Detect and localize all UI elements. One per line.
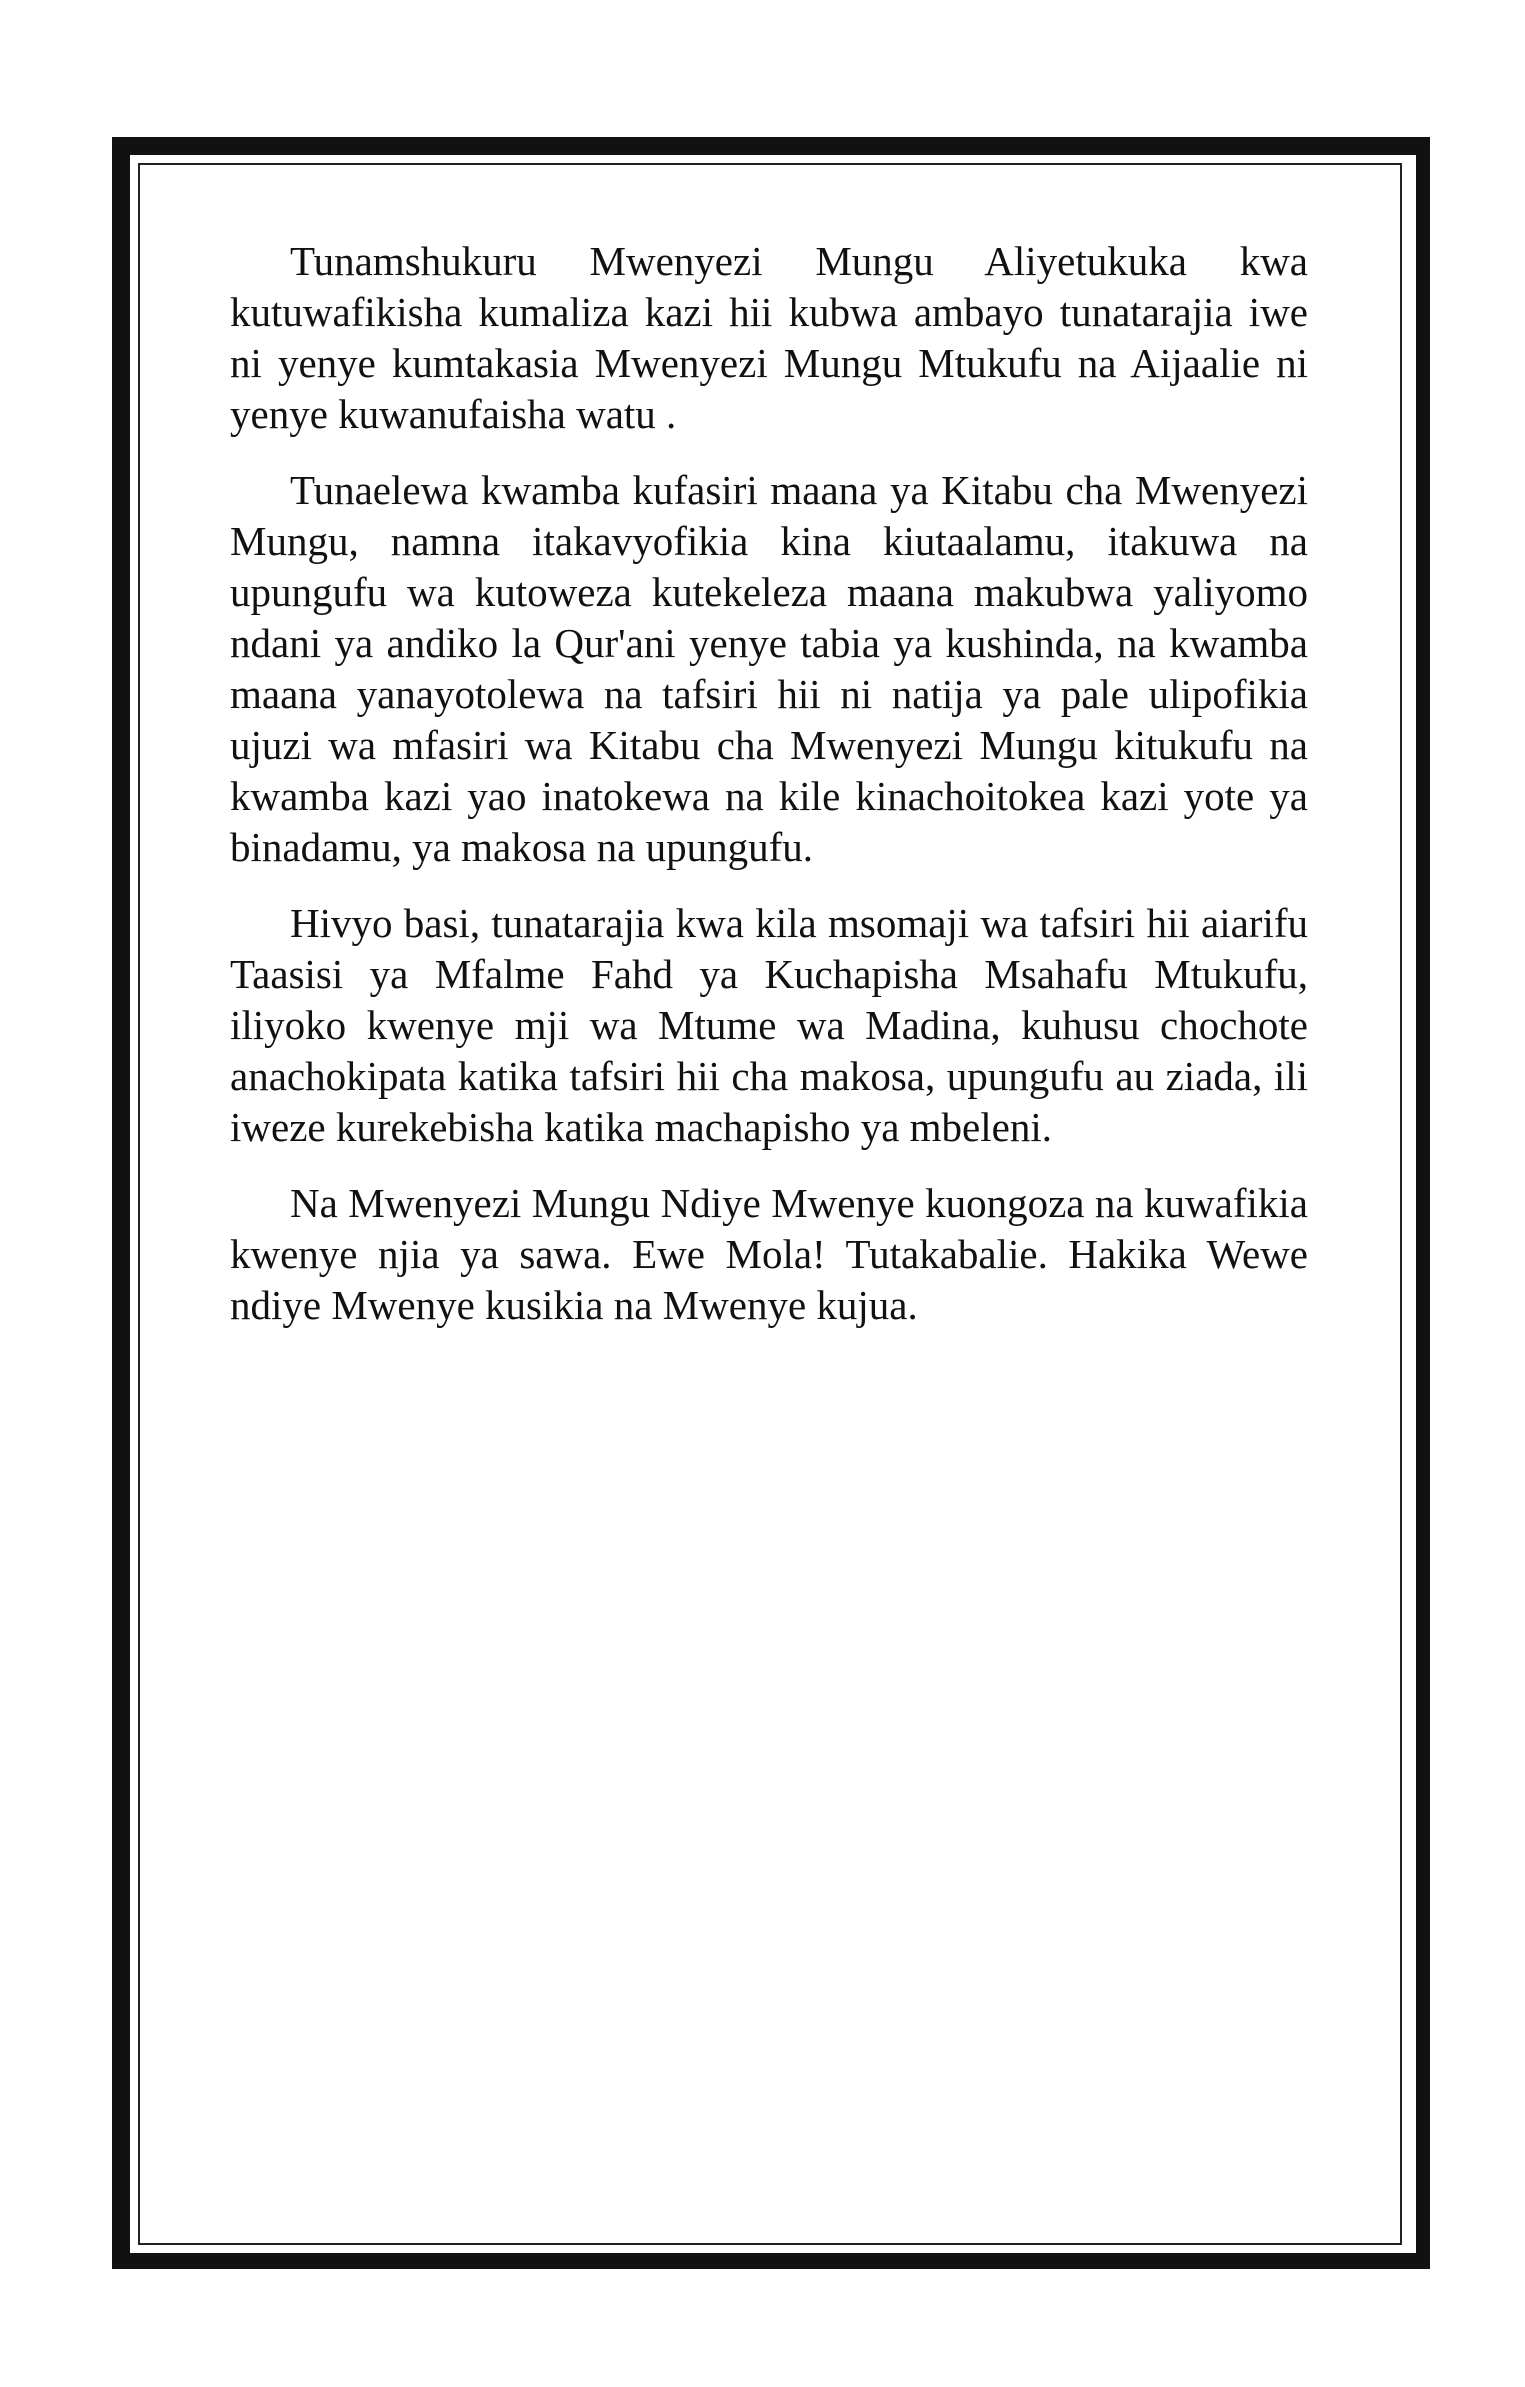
- body-text: [230, 236, 1308, 1331]
- paragraph-4: Na Mwenyezi Mungu Ndiye Mwenye kuongoza na kuwafikia kwenye njia ya sawa. Ewe Mola! Tutakabalie. Hakika Wewe ndiye Mwenye kusikia na Mwenye kujua.: [230, 1180, 1308, 1328]
- paragraph-3: Hivyo basi, tunatarajia kwa kila msomaji wa tafsiri hii aiarifu Taasisi ya Mfalme Fahd ya Kuchapisha Msahafu Mtukufu, iliyoko kwenye mji wa Mtume wa Madina, kuhusu chochote anachokipata katika tafsiri hii cha makosa, upungufu au ziada, ili iweze kurekebisha katika machapisho ya mbeleni.: [230, 900, 1308, 1150]
- paragraph-1: Tunamshukuru Mwenyezi Mungu Aliyetukuka kwa kutuwafikisha kumaliza kazi hii kubwa ambayo tunatarajia iwe ni yenye kumtakasia Mwenyezi Mungu Mtukufu na Aijaalie ni yenye kuwanufaisha watu .: [230, 238, 1308, 437]
- paragraph-2: Tunaelewa kwamba kufasiri maana ya Kitabu cha Mwenyezi Mungu, namna itakavyofikia kina kiutaalamu, itakuwa na upungufu wa kutoweza kutekeleza maana makubwa yaliyomo ndani ya andiko la Qur'ani yenye tabia ya kushinda, na kwamba maana yanayotolewa na tafsiri hii ni natija ya pale ulipofikia ujuzi wa mfasiri wa Kitabu cha Mwenyezi Mungu kitukufu na kwamba kazi yao inatokewa na kile kinachoitokea kazi yote ya binadamu, ya makosa na upungufu.: [230, 467, 1308, 870]
